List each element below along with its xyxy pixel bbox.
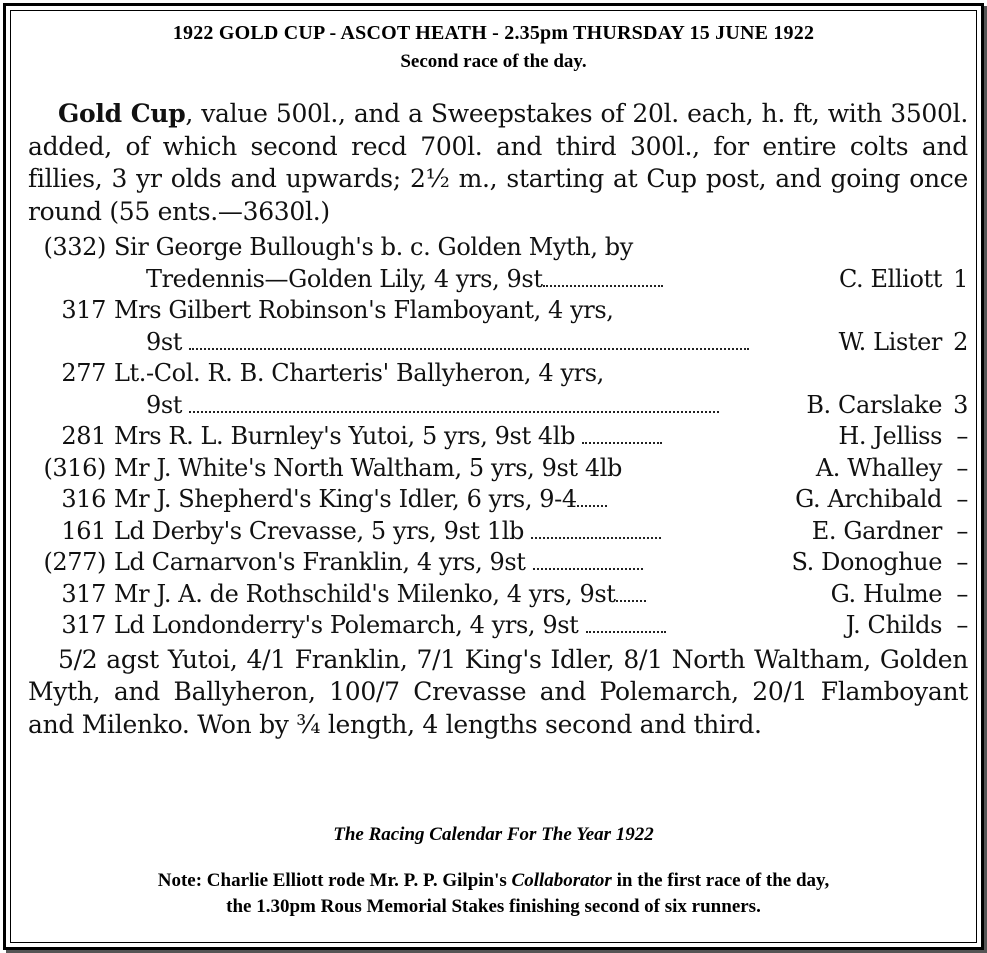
- runner-jockey: E. Gardner: [811, 516, 942, 545]
- runner-jockey: G. Archibald: [795, 485, 942, 513]
- footnote-horse: Collaborator: [511, 870, 612, 891]
- runner-number: (316): [43, 453, 106, 482]
- runner-row-continued: [28, 327, 968, 359]
- runner-description: Mr J. A. de Rothschild's Milenko, 4 yrs, 9st: [114, 579, 616, 608]
- runner-number: 316: [61, 485, 106, 513]
- runner-number: (277): [43, 548, 106, 576]
- runner-place: –: [956, 611, 968, 639]
- runner-row: [28, 579, 968, 611]
- page-frame: [3, 3, 984, 950]
- runner-row: [28, 358, 968, 390]
- runner-place: –: [956, 453, 968, 482]
- runner-jockey: S. Donoghue: [791, 548, 942, 576]
- runner-jockey: C. Elliott: [838, 264, 942, 293]
- runner-description: Mrs Gilbert Robinson's Flamboyant, 4 yrs,: [114, 296, 614, 324]
- race-conditions: [28, 98, 968, 228]
- runner-number: 317: [61, 611, 106, 639]
- runner-jockey: B. Carslake: [806, 390, 942, 419]
- runner-description: Ld Carnarvon's Franklin, 4 yrs, 9st: [114, 548, 526, 576]
- runner-number: 161: [61, 516, 106, 545]
- runner-place: –: [956, 485, 968, 513]
- runners-list: [28, 232, 968, 642]
- source-citation: The Racing Calendar For The Year 1922: [333, 824, 654, 845]
- runner-description: Mrs R. L. Burnley's Yutoi, 5 yrs, 9st 4lb: [114, 422, 576, 450]
- runner-place: –: [956, 422, 968, 450]
- runner-row-continued: [28, 264, 968, 296]
- runner-description: Sir George Bullough's b. c. Golden Myth, by: [114, 233, 633, 261]
- runner-number: 317: [61, 579, 106, 608]
- runner-number: (332): [43, 233, 106, 261]
- race-conditions-text: , value 500l., and a Sweepstakes of 20l. each, h. ft, with 3500l. added, of which second recd 700l. and third 300l., for entire colts and fillies, 3 yr olds and upwards; 2½ m., starting at Cup post, and going once round (55 ents.—3630l.): [28, 99, 968, 226]
- runner-jockey: W. Lister: [838, 327, 942, 356]
- runner-description-cont: 9st: [146, 390, 183, 419]
- page-title: 1922 GOLD CUP - ASCOT HEATH - 2.35pm THURSDAY 15 JUNE 1922: [172, 22, 815, 44]
- runner-place: –: [956, 516, 968, 545]
- runner-row: [28, 547, 968, 579]
- runner-description-cont: 9st: [146, 327, 183, 356]
- footnote: [46, 868, 941, 920]
- runner-description: Mr J. White's North Waltham, 5 yrs, 9st 4lb: [114, 453, 622, 482]
- betting-result: 5/2 agst Yutoi, 4/1 Franklin, 7/1 King's Idler, 8/1 North Waltham, Golden Myth, and Ballyheron, 100/7 Crevasse and Polemarch, 20/1 Flamboyant and Milenko. Won by ¾ length, 4 lengths second and third.: [28, 644, 968, 739]
- race-name: Gold Cup: [58, 99, 186, 128]
- runner-description: Lt.-Col. R. B. Charteris' Ballyheron, 4 yrs,: [114, 359, 604, 387]
- runner-row: [28, 484, 968, 516]
- runner-place: 2: [953, 327, 968, 356]
- runner-row: [28, 421, 968, 453]
- runner-description: Ld Derby's Crevasse, 5 yrs, 9st 1lb: [114, 516, 524, 545]
- runner-row: [28, 610, 968, 642]
- runner-number: 281: [61, 422, 106, 450]
- runner-jockey: G. Hulme: [830, 579, 942, 608]
- runner-jockey: J. Childs: [845, 611, 942, 639]
- runner-row: [28, 232, 968, 264]
- footnote-line1-suffix: in the first race of the day,: [611, 870, 830, 891]
- runner-jockey: H. Jelliss: [838, 422, 942, 450]
- runner-description: Ld Londonderry's Polemarch, 4 yrs, 9st: [114, 611, 579, 639]
- runner-row: [28, 295, 968, 327]
- runner-description: Mr J. Shepherd's King's Idler, 6 yrs, 9-4: [114, 485, 577, 513]
- newspaper-clipping: [28, 98, 968, 741]
- runner-row: [28, 453, 968, 485]
- runner-place: 3: [953, 390, 968, 419]
- runner-place: –: [956, 579, 968, 608]
- runner-number: 317: [61, 296, 106, 324]
- runner-jockey: A. Whalley: [815, 453, 942, 482]
- page-subtitle: Second race of the day.: [400, 51, 587, 72]
- runner-row-continued: [28, 390, 968, 422]
- footnote-line2: the 1.30pm Rous Memorial Stakes finishing second of six runners.: [226, 896, 761, 917]
- runner-description-cont: Tredennis—Golden Lily, 4 yrs, 9st: [146, 264, 543, 293]
- footnote-prefix: Note: Charlie Elliott rode Mr. P. P. Gilpin's: [157, 870, 512, 891]
- runner-place: –: [956, 548, 968, 576]
- runner-number: 277: [61, 359, 106, 387]
- runner-place: 1: [953, 264, 968, 293]
- runner-row: [28, 516, 968, 548]
